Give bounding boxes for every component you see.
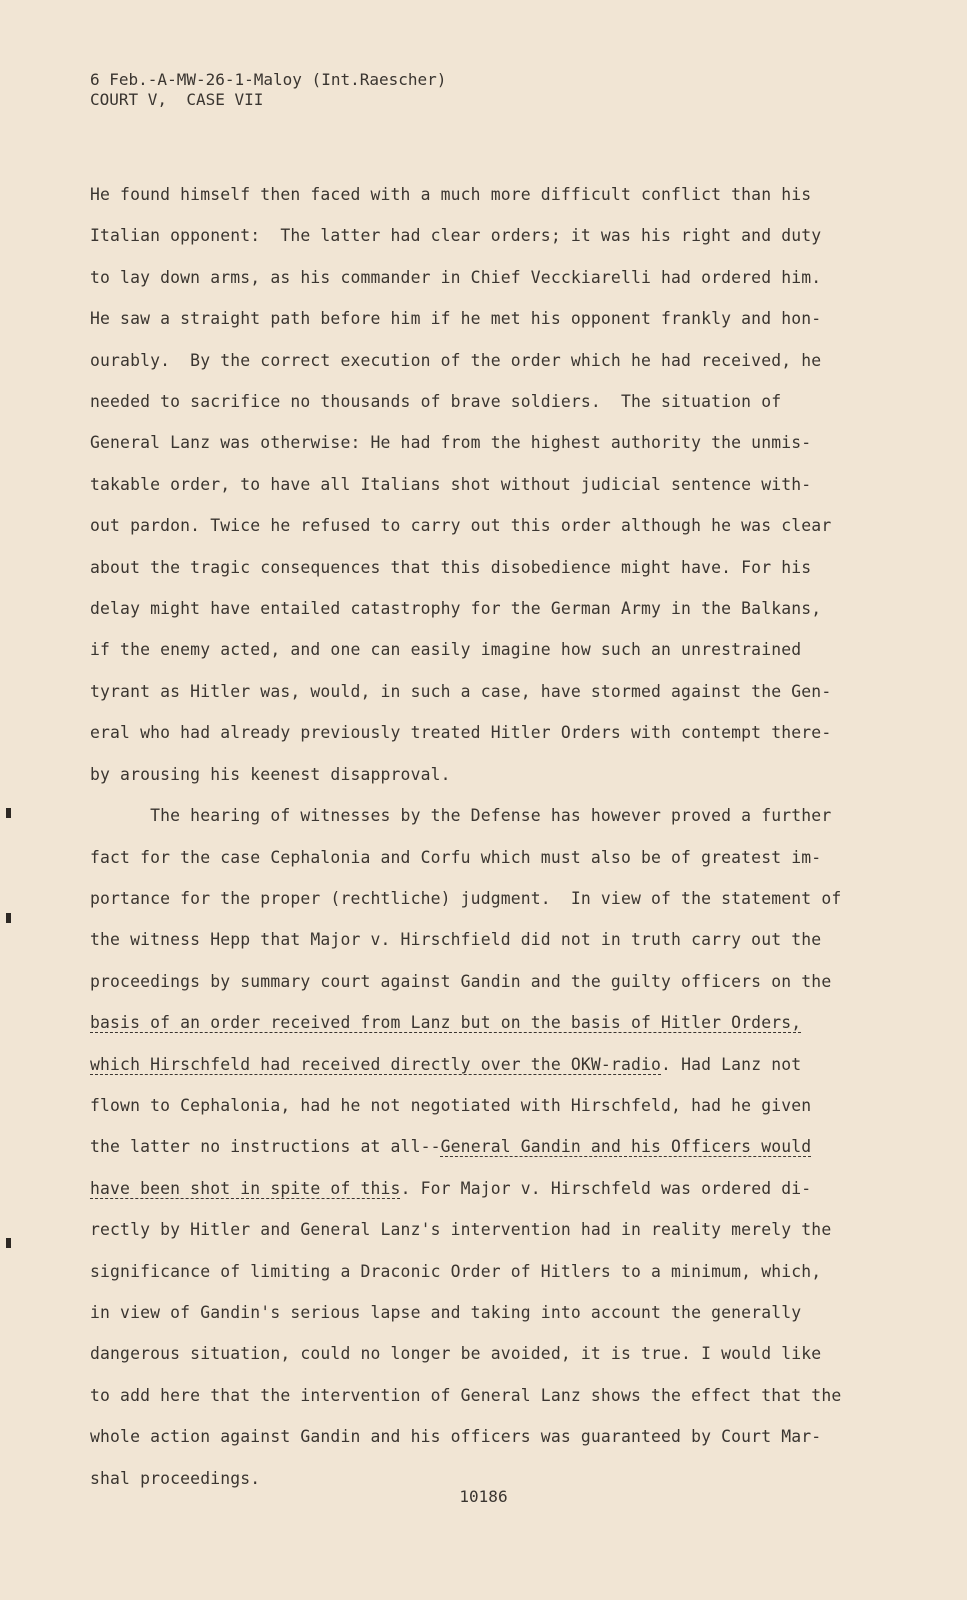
text-line: He saw a straight path before him if he met his opponent frankly and hon- — [90, 309, 822, 329]
header-court-case: COURT V, CASE VII — [90, 90, 264, 109]
text-line — [90, 1126, 870, 1167]
text-line: fact for the case Cephalonia and Corfu which must also be of greatest im- — [90, 847, 822, 867]
text-line: flown to Cephalonia, had he not negotiated with Hirschfeld, had he given — [90, 1095, 812, 1115]
underlined-text: which Hirschfeld had received directly over the OKW-radio — [90, 1054, 662, 1074]
text-segment: the latter no instructions at all-- — [90, 1137, 441, 1157]
underlined-text: General Gandin and his Officers would — [440, 1137, 812, 1157]
header-reference: 6 Feb.-A-MW-26-1-Maloy (Int.Raescher) — [90, 70, 447, 89]
text-line — [90, 1168, 870, 1209]
text-line: General Lanz was otherwise: He had from the highest authority the unmis- — [90, 433, 812, 453]
text-line: out pardon. Twice he refused to carry out this order although he was clear — [90, 516, 832, 536]
document-header — [90, 70, 446, 110]
text-line: by arousing his keenest disapproval. — [90, 764, 451, 784]
text-line — [90, 1002, 870, 1043]
text-line: He found himself then faced with a much more difficult conflict than his — [90, 185, 812, 204]
page-number: 10186 — [459, 1487, 508, 1506]
text-line: to lay down arms, as his commander in Chief Vecckiarelli had ordered him. — [90, 267, 822, 287]
text-line: proceedings by summary court against Gandin and the guilty officers on the — [90, 971, 832, 991]
text-line: to add here that the intervention of General Lanz shows the effect that the — [90, 1385, 842, 1405]
text-line: the witness Hepp that Major v. Hirschfield did not in truth carry out the — [90, 930, 822, 950]
underlined-text: basis of an order received from Lanz but on the basis of Hitler Orders, — [90, 1013, 802, 1033]
text-line: significance of limiting a Draconic Order of Hitlers to a minimum, which, — [90, 1261, 822, 1281]
text-line: about the tragic consequences that this disobedience might have. For his — [90, 557, 812, 577]
text-line: in view of Gandin's serious lapse and taking into account the generally — [90, 1302, 802, 1322]
text-line: rectly by Hitler and General Lanz's intervention had in reality merely the — [90, 1220, 832, 1240]
text-line: eral who had already previously treated Hitler Orders with contempt there- — [90, 723, 832, 743]
text-line: portance for the proper (rechtliche) judgment. In view of the statement of — [90, 888, 842, 908]
document-body — [90, 174, 870, 1499]
paragraph-1 — [90, 174, 870, 795]
text-line: The hearing of witnesses by the Defense has however proved a further — [90, 806, 832, 826]
binding-mark — [6, 808, 11, 818]
paragraph-2 — [90, 795, 870, 1499]
text-segment: . For Major v. Hirschfeld was ordered di- — [400, 1178, 812, 1198]
underlined-text: have been shot in spite of this — [90, 1178, 401, 1198]
text-line: tyrant as Hitler was, would, in such a case, have stormed against the Gen- — [90, 681, 832, 701]
text-line: dangerous situation, could no longer be avoided, it is true. I would like — [90, 1344, 822, 1364]
text-line: if the enemy acted, and one can easily imagine how such an unrestrained — [90, 640, 802, 660]
text-line: delay might have entailed catastrophy for the German Army in the Balkans, — [90, 599, 822, 619]
text-line: needed to sacrifice no thousands of brave soldiers. The situation of — [90, 392, 782, 412]
text-line — [90, 1044, 870, 1085]
text-line: shal proceedings. — [90, 1468, 261, 1488]
text-line: ourably. By the correct execution of the order which he had received, he — [90, 350, 822, 370]
text-line: takable order, to have all Italians shot without judicial sentence with- — [90, 474, 812, 494]
text-line: whole action against Gandin and his officers was guaranteed by Court Mar- — [90, 1427, 822, 1447]
binding-mark — [6, 913, 11, 923]
binding-mark — [6, 1238, 11, 1248]
text-segment: . Had Lanz not — [661, 1054, 802, 1074]
text-line: Italian opponent: The latter had clear orders; it was his right and duty — [90, 226, 822, 246]
